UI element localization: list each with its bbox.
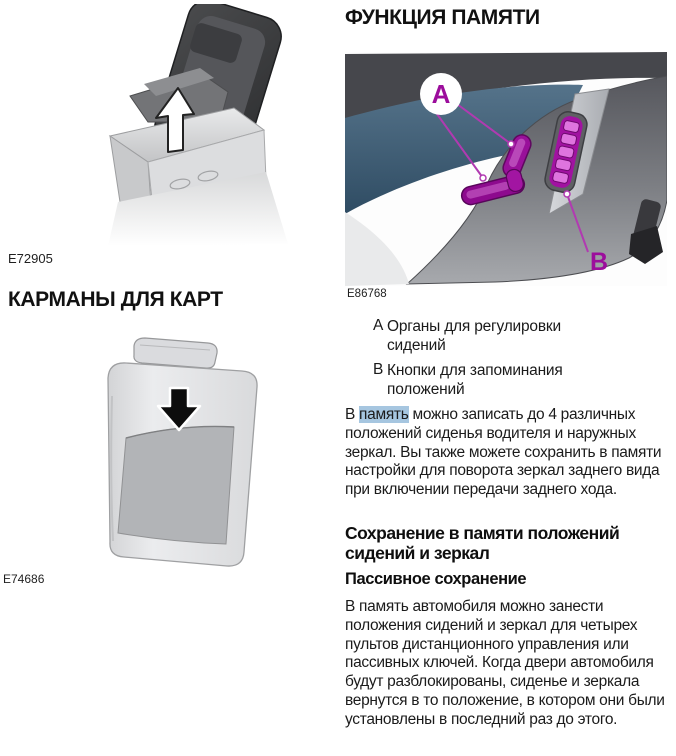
callout-b-letter: B — [589, 248, 609, 276]
legend-text-b: Кнопки для запоминания положений — [387, 362, 563, 398]
passive-saving-paragraph: В память автомобиля можно занести положения сидений и зеркал для четырех пультов дистанционного управления или пассивных ключей. Когда двери автомобиля будут разблокированы, сиденье и зеркала вернутся в то положение, в котором они были установлены в последний раз до этого. — [345, 598, 665, 728]
figure-code-controls: E86768 — [347, 288, 387, 300]
map-pocket — [118, 426, 234, 544]
seat-controls-illustration — [345, 52, 667, 286]
headrest — [134, 338, 217, 368]
figure-code-seatback: E74686 — [3, 572, 45, 586]
legend-item-b — [345, 361, 671, 399]
callout-legend — [345, 317, 671, 405]
legend-key-a: A — [373, 317, 384, 334]
legend-text-a: Органы для регулировки сидений — [387, 318, 561, 354]
legend-item-a — [345, 317, 671, 355]
passive-saving-heading: Пассивное сохранение — [345, 570, 527, 588]
console-figure-svg — [52, 4, 310, 248]
console-illustration — [52, 4, 310, 248]
memory-paragraph-prefix: В — [345, 406, 360, 423]
highlighted-search-term: память — [359, 406, 409, 423]
callout-a-letter: A — [431, 79, 451, 109]
figure-code-console: E72905 — [8, 251, 53, 266]
saving-positions-heading: Сохранение в памяти положений сидений и зеркал — [345, 523, 620, 563]
map-pockets-heading: КАРМАНЫ ДЛЯ КАРТ — [8, 288, 223, 311]
seatback-figure-svg — [50, 336, 300, 584]
memory-paragraph — [345, 406, 670, 500]
seatback-illustration — [50, 336, 300, 584]
memory-function-heading: ФУНКЦИЯ ПАМЯТИ — [345, 6, 540, 29]
seat-controls-figure-svg — [345, 52, 667, 286]
memory-paragraph-suffix: можно записать до 4 различных положений сиденья водителя и наружных зеркал. Вы также можете сохранить в памяти настройки для поворота зеркал заднего вида при включении передачи заднего хода. — [345, 406, 662, 499]
legend-key-b: B — [373, 361, 384, 378]
